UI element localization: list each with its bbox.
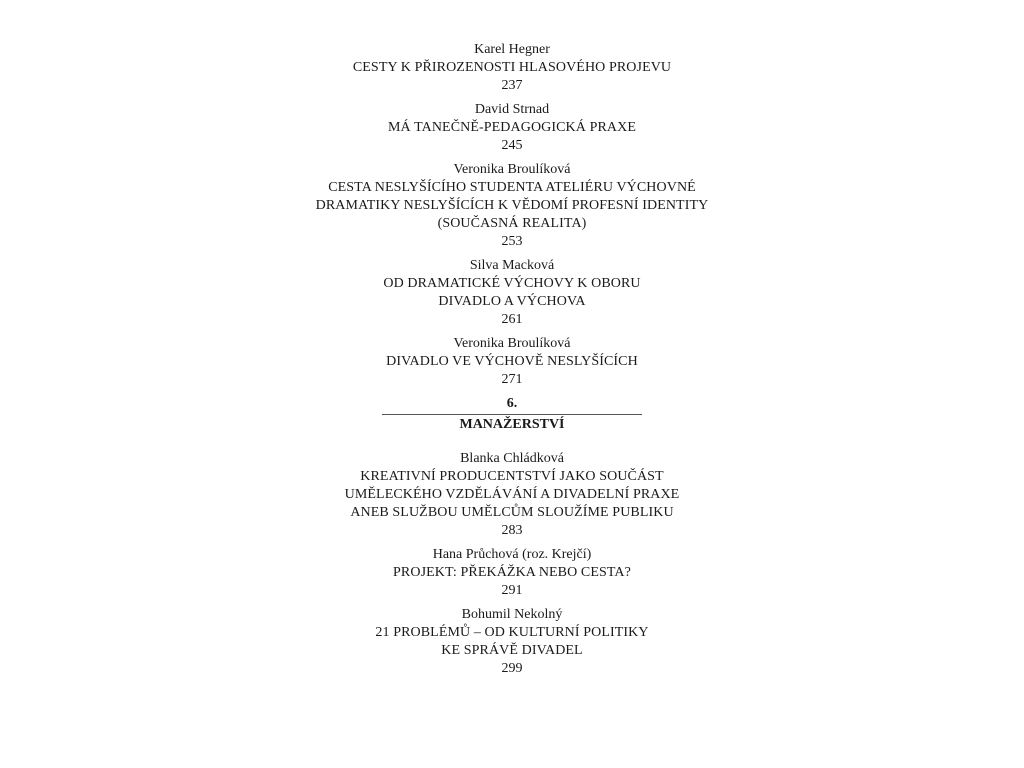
entry-page-number: 291 [501, 583, 523, 598]
entry-title-line: DRAMATIKY NESLYŠÍCÍCH K VĚDOMÍ PROFESNÍ IDENTITY [315, 198, 709, 213]
entry-title-line: ANEB SLUŽBOU UMĚLCŮM SLOUŽÍME PUBLIKU [350, 505, 674, 520]
entry-title [0, 353, 1024, 371]
toc-entry [0, 606, 1024, 678]
entry-title-line: PROJEKT: PŘEKÁŽKA NEBO CESTA? [393, 565, 631, 580]
table-of-contents [0, 41, 1024, 684]
entry-page-number: 271 [501, 372, 523, 387]
entry-author: Veronika Broulíková [453, 336, 571, 351]
toc-entry [0, 161, 1024, 251]
entry-page-number: 253 [501, 234, 523, 249]
entry-author: Veronika Broulíková [453, 162, 571, 177]
entry-title-line: 21 PROBLÉMŮ – OD KULTURNÍ POLITIKY [375, 625, 649, 640]
entry-title-line: DIVADLO VE VÝCHOVĚ NESLYŠÍCÍCH [386, 354, 638, 369]
entry-page-number: 245 [501, 138, 523, 153]
toc-entry [0, 101, 1024, 155]
toc-entry [0, 257, 1024, 329]
toc-entry [0, 450, 1024, 540]
entry-title-line: CESTY K PŘIROZENOSTI HLASOVÉHO PROJEVU [352, 60, 672, 75]
entry-author: David Strnad [474, 102, 550, 117]
section-title: MANAŽERSTVÍ [459, 417, 565, 432]
entry-author: Bohumil Nekolný [461, 607, 563, 622]
entry-title [0, 119, 1024, 137]
toc-entries-group [0, 41, 1024, 389]
entry-page-number: 299 [501, 661, 523, 676]
section-divider [382, 414, 642, 415]
entry-title-line: (SOUČASNÁ REALITA) [437, 216, 587, 231]
entry-title [0, 468, 1024, 522]
entry-title [0, 275, 1024, 311]
entry-author: Hana Průchová (roz. Krejčí) [432, 547, 592, 562]
entry-page-number: 237 [501, 78, 523, 93]
entry-title-line: KE SPRÁVĚ DIVADEL [441, 643, 583, 658]
toc-entry [0, 335, 1024, 389]
entry-title-line: UMĚLECKÉHO VZDĚLÁVÁNÍ A DIVADELNÍ PRAXE [344, 487, 680, 502]
entry-title-line: CESTA NESLYŠÍCÍHO STUDENTA ATELIÉRU VÝCHOVNÉ [328, 180, 696, 195]
section-number: 6. [506, 396, 518, 411]
entry-author: Silva Macková [469, 258, 555, 273]
toc-entry [0, 41, 1024, 95]
toc-entry [0, 546, 1024, 600]
entry-title-line: OD DRAMATICKÉ VÝCHOVY K OBORU [383, 276, 641, 291]
entry-title [0, 59, 1024, 77]
section-heading [0, 395, 1024, 434]
entry-title [0, 179, 1024, 233]
entry-page-number: 261 [501, 312, 523, 327]
entry-author: Karel Hegner [474, 42, 550, 57]
toc-entries-group [0, 450, 1024, 678]
entry-author: Blanka Chládková [460, 451, 564, 466]
entry-title-line: MÁ TANEČNĚ-PEDAGOGICKÁ PRAXE [388, 120, 636, 135]
entry-title-line: DIVADLO A VÝCHOVA [438, 294, 586, 309]
entry-title-line: KREATIVNÍ PRODUCENTSTVÍ JAKO SOUČÁST [360, 469, 664, 484]
entry-page-number: 283 [501, 523, 523, 538]
entry-title [0, 564, 1024, 582]
entry-title [0, 624, 1024, 660]
